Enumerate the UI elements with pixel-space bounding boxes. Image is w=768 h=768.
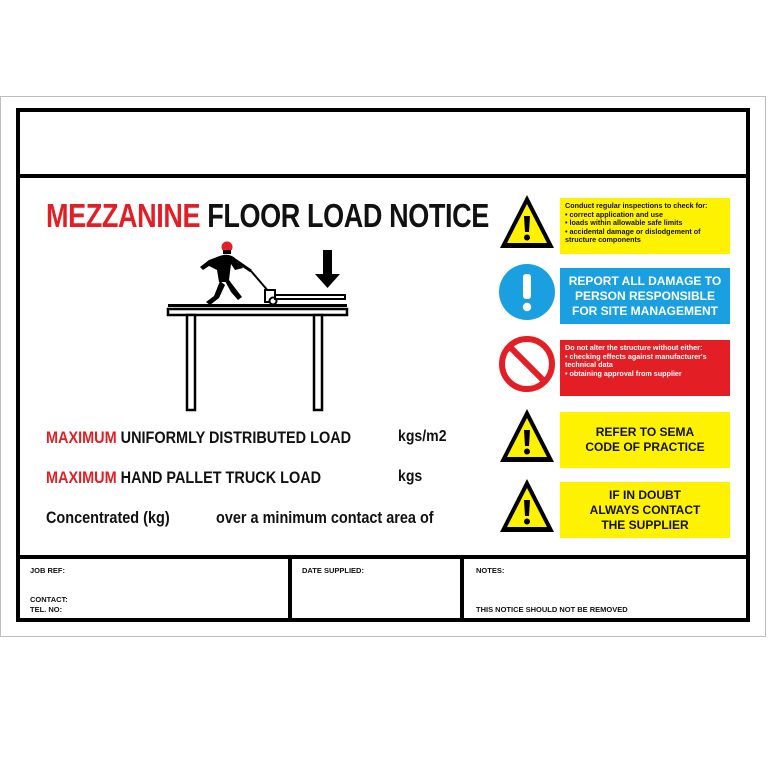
concentrated-label: Concentrated (kg)	[46, 508, 170, 527]
pallet-text: HAND PALLET TRUCK LOAD	[120, 468, 322, 487]
title-floor-load-notice: FLOOR LOAD NOTICE	[207, 197, 489, 234]
pallet-maximum: MAXIMUM	[46, 468, 117, 487]
mezzanine-illustration	[165, 230, 350, 412]
report-line: REPORT ALL DAMAGE TO	[568, 273, 722, 288]
warning-triangle-icon	[497, 476, 557, 536]
list-item: • accidental damage or dislodgement of structure components	[565, 228, 725, 245]
notes-label: NOTES:	[476, 566, 505, 575]
doubt-line: IF IN DOUBT	[609, 487, 681, 502]
list-item: • correct application and use	[565, 211, 725, 220]
inspections-list	[565, 211, 725, 245]
sema-line: REFER TO SEMA	[595, 425, 695, 439]
do-not-alter-panel	[560, 340, 730, 396]
warning-triangle-icon	[497, 192, 557, 252]
udl-maximum: MAXIMUM	[46, 428, 117, 447]
report-line: PERSON RESPONSIBLE	[574, 288, 716, 303]
title-mezzanine: MEZZANINE	[46, 197, 201, 234]
report-damage-panel	[560, 268, 730, 324]
tel-label: TEL. NO:	[30, 605, 63, 614]
header-blank-band	[20, 112, 746, 178]
sema-panel	[560, 412, 730, 468]
footer-notes-cell	[464, 559, 746, 618]
worker-figure-icon	[200, 242, 251, 306]
list-item: • checking effects against manufacturer's technical data	[565, 353, 725, 370]
sema-line: CODE OF PRACTICE	[585, 440, 705, 454]
load-arrow-icon	[315, 250, 340, 288]
contact-supplier-panel	[560, 482, 730, 538]
prohibition-icon	[497, 334, 557, 394]
doubt-line: THE SUPPLIER	[601, 517, 689, 532]
deck-leg-right	[314, 315, 322, 410]
date-supplied-label: DATE SUPPLIED:	[302, 566, 364, 575]
notice-frame	[16, 108, 750, 622]
warning-triangle-icon	[497, 406, 557, 466]
list-item: • obtaining approval from supplier	[565, 370, 725, 379]
deck-top-line	[168, 304, 347, 307]
contact-area-text: over a minimum contact area of	[216, 508, 434, 527]
do-not-remove-notice: THIS NOTICE SHOULD NOT BE REMOVED	[476, 605, 628, 614]
pallet-line	[46, 468, 321, 488]
notice-footer	[20, 555, 746, 618]
do-not-alter-list	[565, 353, 725, 379]
inspections-panel	[560, 198, 730, 254]
udl-text: UNIFORMLY DISTRIBUTED LOAD	[120, 428, 352, 447]
list-item: • loads within allowable safe limits	[565, 219, 725, 228]
contact-label: CONTACT:	[30, 595, 68, 604]
udl-unit: kgs/m2	[398, 428, 447, 445]
report-line: FOR SITE MANAGEMENT	[572, 303, 718, 318]
deck-leg-left	[187, 315, 195, 410]
footer-date-cell	[292, 559, 464, 618]
job-ref-label: JOB REF:	[30, 566, 66, 575]
doubt-line: ALWAYS CONTACT	[589, 502, 701, 517]
footer-job-cell	[20, 559, 292, 618]
mandatory-exclamation-icon	[497, 262, 557, 322]
do-not-alter-heading: Do not alter the structure without either:	[565, 343, 703, 352]
pallet-unit: kgs	[398, 468, 423, 485]
inspections-heading: Conduct regular inspections to check for:	[565, 201, 708, 210]
udl-line	[46, 428, 351, 448]
